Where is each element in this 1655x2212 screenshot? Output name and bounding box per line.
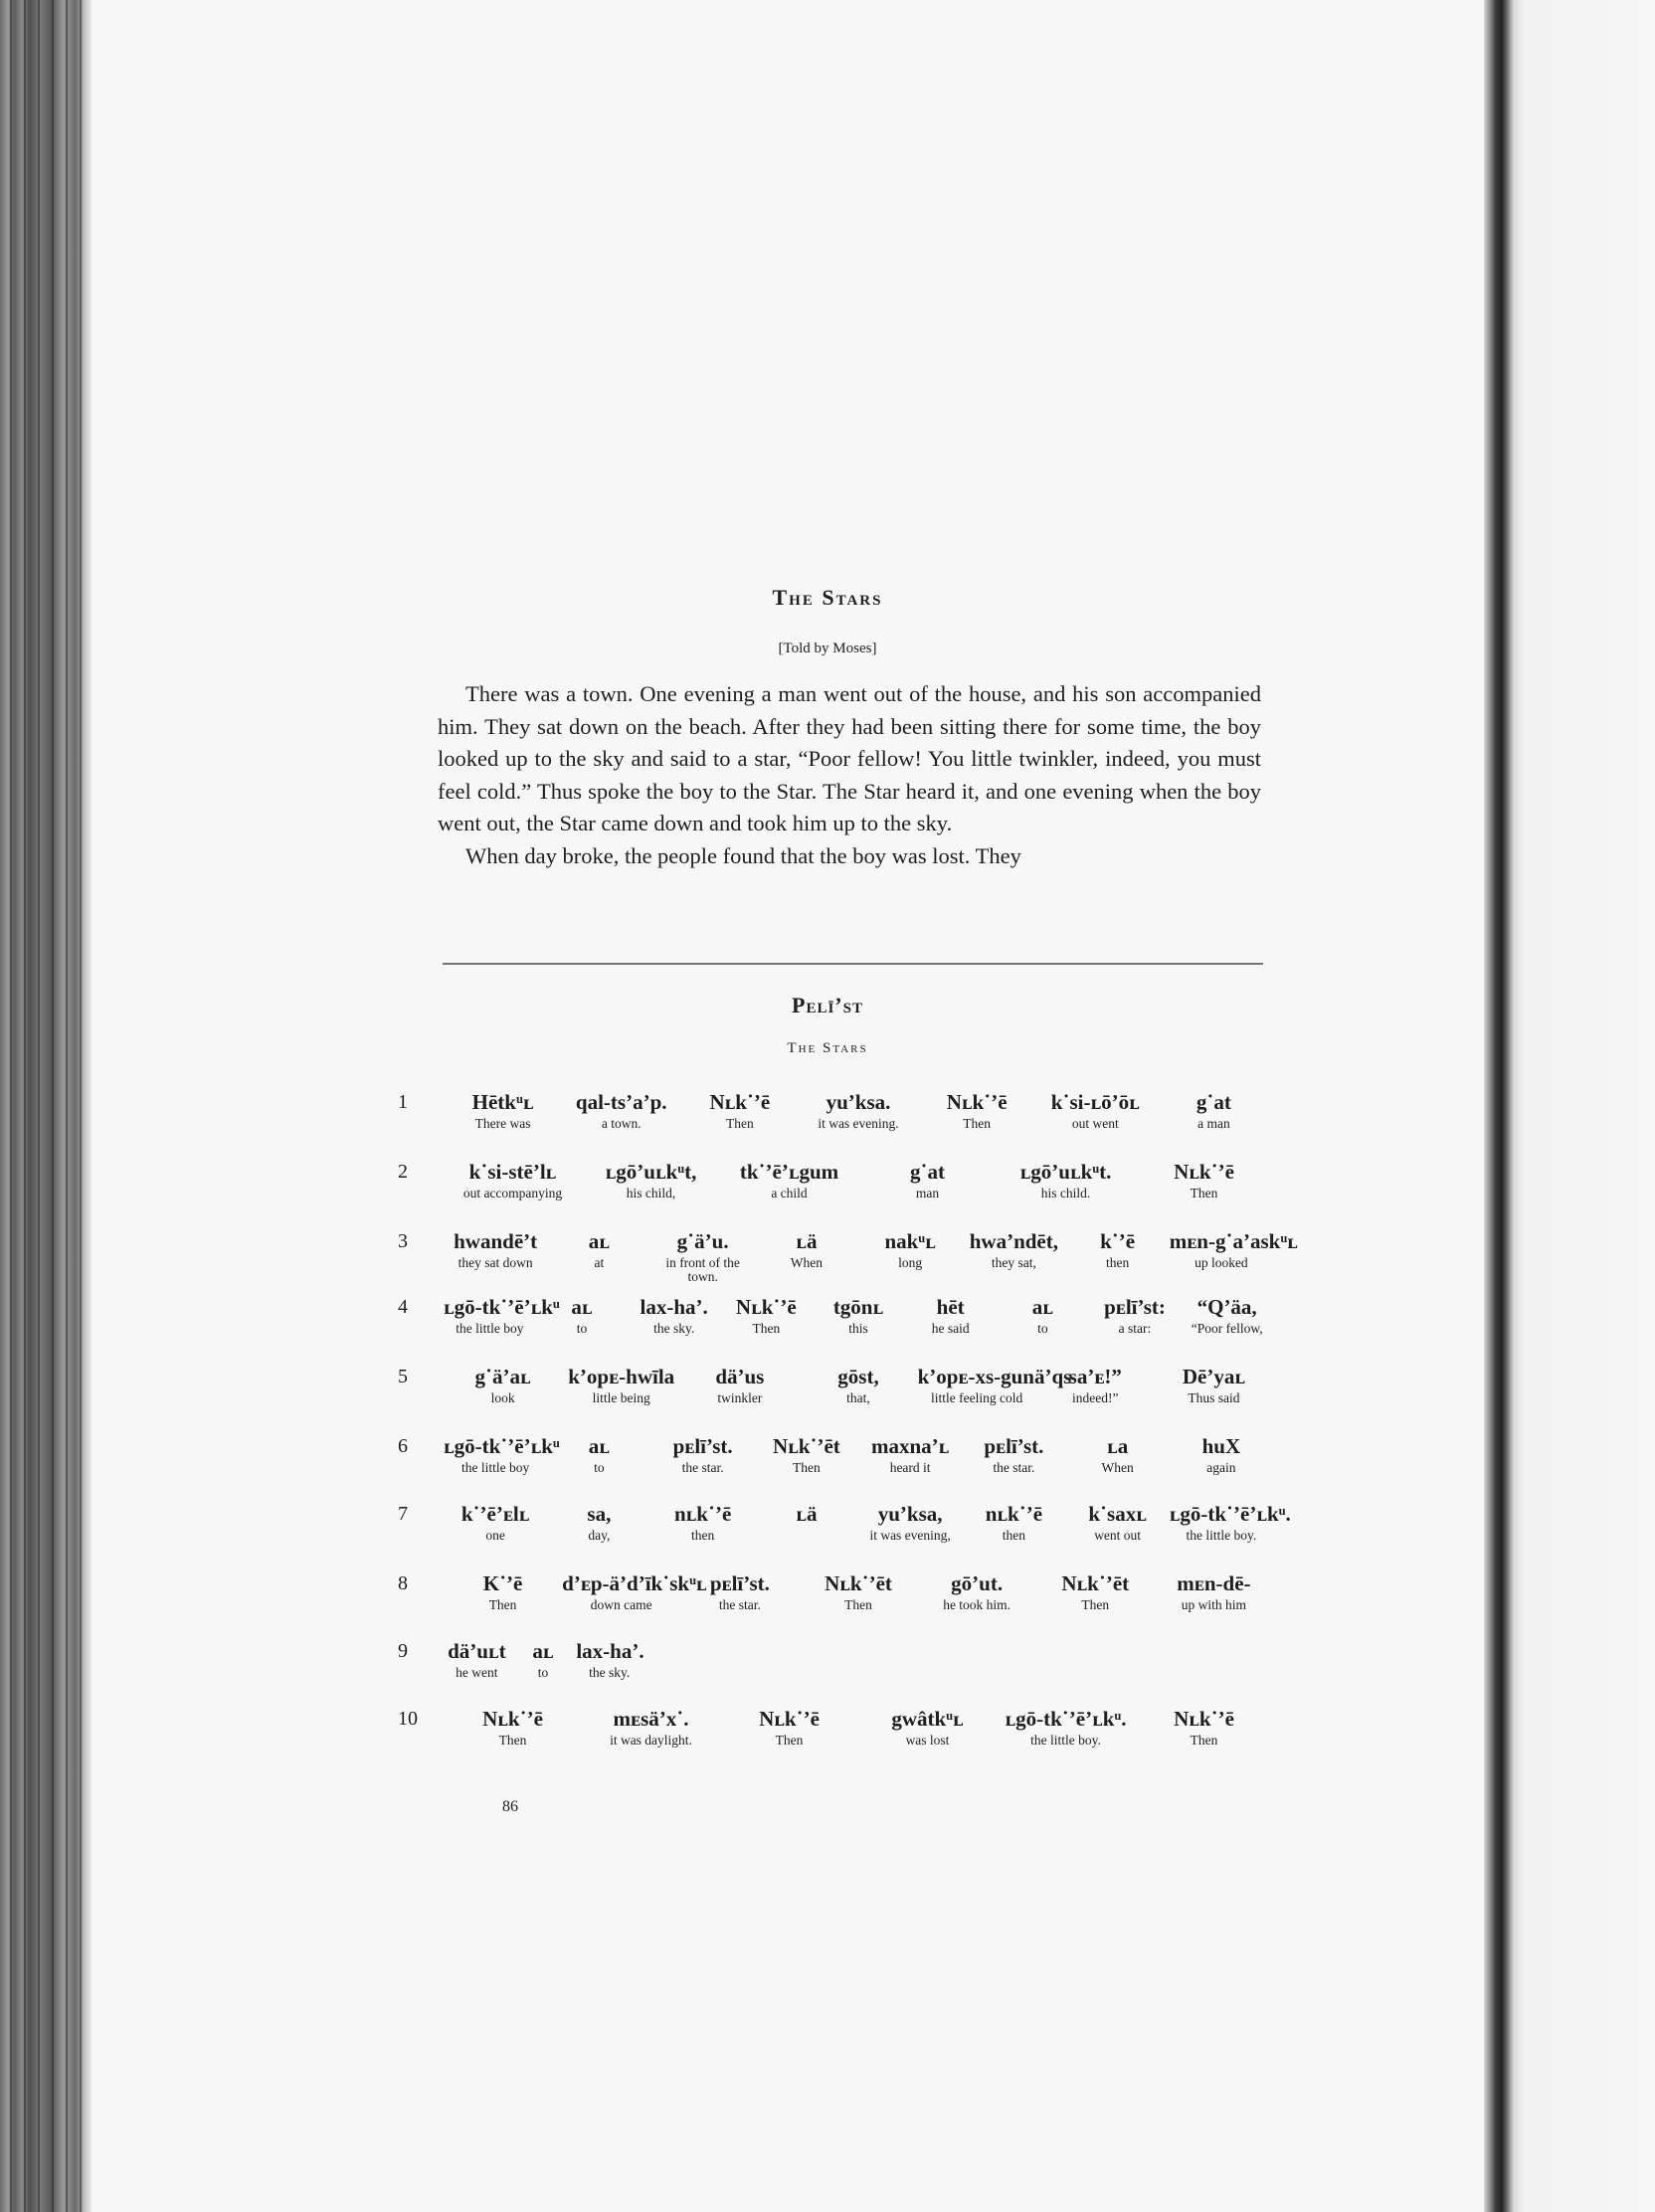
interlinear-word	[858, 1502, 962, 1543]
interlinear-line	[398, 1365, 1273, 1428]
gloss: Then	[488, 1597, 517, 1612]
native-word: gwâtkᵘʟ	[891, 1707, 964, 1731]
interlinear-word	[1170, 1434, 1273, 1475]
native-word: ʟä	[796, 1229, 818, 1253]
native-word: nʟk˙’ē	[673, 1502, 732, 1526]
native-word: aʟ	[532, 1639, 554, 1663]
interlinear-line	[398, 1707, 1273, 1770]
interlinear-line	[398, 1639, 1273, 1703]
native-word: hēt	[936, 1295, 965, 1319]
native-word: nakᵘʟ	[884, 1229, 936, 1253]
gloss: the little boy	[456, 1321, 524, 1336]
gloss: they sat down	[458, 1255, 533, 1270]
interlinear-word	[562, 1571, 707, 1612]
gloss: Then	[775, 1733, 804, 1748]
interlinear-line	[398, 1571, 1273, 1635]
gloss: it was evening,	[869, 1528, 951, 1543]
gloss: indeed!”	[1072, 1390, 1119, 1405]
gloss: the little boy.	[1186, 1528, 1257, 1543]
gloss: to	[537, 1665, 549, 1680]
interlinear-word	[962, 1502, 1065, 1543]
interlinear-word	[1169, 1229, 1298, 1270]
gloss: was lost	[905, 1733, 950, 1748]
interlinear-word	[799, 1365, 917, 1405]
line-number: 9	[398, 1640, 408, 1662]
interlinear-word	[813, 1295, 905, 1336]
line-number: 3	[398, 1230, 408, 1252]
line-number: 5	[398, 1366, 408, 1387]
interlinear-word	[1181, 1295, 1273, 1336]
gloss: “Poor fellow,	[1191, 1321, 1263, 1336]
native-word: pᴇlī’st.	[984, 1434, 1044, 1458]
native-word: g˙ä’aʟ	[474, 1365, 531, 1388]
interlinear-line	[398, 1502, 1291, 1566]
gloss: Then	[752, 1321, 781, 1336]
interlinear-word	[755, 1502, 858, 1529]
native-word: ʟä	[796, 1502, 818, 1526]
native-word: k˙si-ʟō’ōʟ	[1050, 1090, 1140, 1114]
native-word: Dē’yaʟ	[1182, 1365, 1245, 1388]
native-word: g˙at	[910, 1160, 945, 1184]
native-subtitle: The Stars	[787, 1040, 868, 1056]
interlinear-word	[444, 1639, 510, 1680]
native-word: Nʟk˙’ē	[1174, 1160, 1234, 1184]
gloss: Then	[1190, 1186, 1218, 1200]
interlinear-word	[547, 1434, 650, 1475]
native-word: ʟa	[1107, 1434, 1129, 1458]
interlinear-word	[1155, 1365, 1273, 1405]
native-word: k˙si-stē’lʟ	[468, 1160, 557, 1184]
interlinear-word	[997, 1160, 1135, 1200]
gloss: out went	[1071, 1116, 1119, 1131]
gloss: the star.	[718, 1597, 761, 1612]
gloss: his child.	[1040, 1186, 1091, 1200]
native-word: ʟgō’uʟkᵘt,	[605, 1160, 697, 1184]
interlinear-word	[904, 1295, 997, 1336]
native-word: mᴇsä’x˙.	[613, 1707, 689, 1731]
native-word: tgōnʟ	[832, 1295, 884, 1319]
interlinear-word	[536, 1295, 629, 1336]
native-word: hwandē’t	[454, 1229, 538, 1253]
native-word: dä’us	[715, 1365, 765, 1388]
interlinear-word	[1066, 1502, 1170, 1543]
interlinear-word	[918, 1571, 1036, 1612]
interlinear-word	[1155, 1090, 1273, 1131]
gloss: Then	[844, 1597, 872, 1612]
gloss: Then	[1081, 1597, 1110, 1612]
native-word: ʟgō-tk˙’ē’ʟkᵘ.	[1169, 1502, 1291, 1526]
gloss: at	[594, 1255, 605, 1270]
interlinear-word	[547, 1229, 650, 1270]
gloss: in front of the town.	[665, 1255, 740, 1284]
interlinear-word	[755, 1434, 858, 1475]
native-word: aʟ	[588, 1434, 610, 1458]
interlinear-word	[651, 1229, 755, 1284]
interlinear-word	[720, 1707, 858, 1748]
native-word: nʟk˙’ē	[985, 1502, 1043, 1526]
gloss: then	[691, 1528, 715, 1543]
native-word: K˙’ē	[482, 1571, 523, 1595]
native-word: Nʟk˙’ēt	[825, 1571, 892, 1595]
gloss: he said	[931, 1321, 970, 1336]
interlinear-word	[997, 1707, 1135, 1748]
native-word: Nʟk˙’ē	[735, 1295, 797, 1319]
interlinear-word	[576, 1639, 643, 1680]
gloss: day,	[588, 1528, 611, 1543]
native-word: Nʟk˙’ēt	[1061, 1571, 1130, 1595]
interlinear-word	[755, 1229, 858, 1270]
interlinear-line	[398, 1160, 1273, 1223]
native-word: Nʟk˙’ēt	[772, 1434, 840, 1458]
native-word: pᴇlī’st:	[1104, 1295, 1166, 1319]
native-word: dä’uʟt	[448, 1639, 506, 1663]
native-title: Pelī’st	[792, 993, 863, 1017]
interlinear-word	[858, 1707, 997, 1748]
native-word: ʟgō-tk˙’ē’ʟkᵘ	[444, 1295, 560, 1319]
line-number: 10	[398, 1708, 418, 1730]
book-spine	[0, 0, 92, 2212]
interlinear-word	[720, 1295, 813, 1336]
native-word: aʟ	[1031, 1295, 1053, 1319]
english-translation	[438, 678, 1261, 872]
native-word: lax-ha’.	[576, 1639, 644, 1663]
gloss: a child	[771, 1186, 808, 1200]
native-word: maxna’ʟ	[870, 1434, 950, 1458]
story-teller: [Told by Moses]	[778, 641, 877, 656]
gloss: twinkler	[717, 1390, 763, 1405]
native-word: qal-ts’a’p.	[575, 1090, 667, 1114]
gloss: the sky.	[589, 1665, 631, 1680]
native-word: mᴇn-g˙a’askᵘʟ	[1169, 1229, 1298, 1253]
native-word: Nʟk˙’ē	[709, 1090, 771, 1114]
interlinear-word	[444, 1090, 562, 1131]
paragraph: When day broke, the people found that the boy was lost. They	[465, 842, 1021, 868]
gloss: Thus said	[1188, 1390, 1240, 1405]
gloss: down came	[590, 1597, 652, 1612]
interlinear-word	[1089, 1295, 1182, 1336]
interlinear-word	[799, 1571, 917, 1612]
interlinear-word	[680, 1365, 799, 1405]
gloss: again	[1206, 1460, 1236, 1475]
gloss: then	[1106, 1255, 1130, 1270]
gloss: a man	[1197, 1116, 1230, 1131]
interlinear-word	[680, 1571, 799, 1612]
interlinear-word	[444, 1502, 547, 1543]
native-word: yu’ksa.	[826, 1090, 891, 1114]
gloss: man	[915, 1186, 940, 1200]
gloss: his child,	[626, 1186, 676, 1200]
interlinear-line	[398, 1434, 1273, 1498]
native-word: k’opᴇ-xs-gunä’qs	[917, 1365, 1072, 1388]
native-word: k˙’ē	[1100, 1229, 1136, 1253]
interlinear-line	[398, 1229, 1298, 1293]
interlinear-word	[858, 1434, 962, 1475]
gloss: Then	[725, 1116, 754, 1131]
interlinear-word	[858, 1160, 997, 1200]
interlinear-word	[997, 1295, 1089, 1336]
native-word: lax-ha’.	[640, 1295, 708, 1319]
line-number: 1	[398, 1091, 408, 1113]
gloss: they sat,	[991, 1255, 1036, 1270]
native-word: Nʟk˙’ē	[759, 1707, 820, 1731]
gloss: look	[490, 1390, 515, 1405]
native-word: mᴇn-dē-	[1177, 1571, 1251, 1595]
gloss: heard it	[889, 1460, 931, 1475]
native-word: gōst,	[837, 1365, 879, 1388]
native-word: gō’ut.	[951, 1571, 1004, 1595]
native-word: Hētkᵘʟ	[471, 1090, 534, 1114]
interlinear-word	[444, 1707, 582, 1748]
gloss: There was	[474, 1116, 531, 1131]
line-number: 8	[398, 1572, 408, 1594]
native-word: ʟgō-tk˙’ē’ʟkᵘ	[444, 1434, 560, 1458]
gloss: it was daylight.	[610, 1733, 692, 1748]
line-number: 7	[398, 1503, 408, 1525]
native-word: k˙saxʟ	[1088, 1502, 1147, 1526]
gloss: to	[1037, 1321, 1048, 1336]
gloss: then	[1002, 1528, 1025, 1543]
interlinear-word	[628, 1295, 720, 1336]
paragraph: There was a town. One evening a man went out of the house, and his son accompanied him. They sat down on the beach. After they had been sitting there for some time, the boy looked up to the sky and said to a star, “Poor fellow! You little twinkler, indeed, you must feel cold.” Thus spoke the boy to the Star. The Star heard it, and one evening when the boy went out, the Star came down and took him up to the sky.	[438, 681, 1261, 835]
interlinear-word	[444, 1229, 547, 1270]
interlinear-word	[582, 1707, 720, 1748]
interlinear-word	[1169, 1502, 1291, 1543]
native-word: Nʟk˙’ē	[946, 1090, 1008, 1114]
gloss: little feeling cold	[931, 1390, 1023, 1405]
interlinear-word	[1135, 1160, 1273, 1200]
native-word: aʟ	[588, 1229, 610, 1253]
native-word: Nʟk˙’ē	[1174, 1707, 1234, 1731]
interlinear-word	[444, 1434, 560, 1475]
gloss: out accompanying	[462, 1186, 563, 1200]
gloss: he went	[456, 1665, 498, 1680]
native-word: sa,	[587, 1502, 612, 1526]
native-word: g˙at	[1195, 1090, 1231, 1114]
gloss: this	[848, 1321, 868, 1336]
interlinear-word	[562, 1090, 680, 1131]
gloss: it was evening.	[818, 1116, 899, 1131]
interlinear-word	[1066, 1434, 1170, 1475]
native-word: hwa’ndēt,	[969, 1229, 1058, 1253]
interlinear-word	[651, 1434, 755, 1475]
interlinear-word	[1155, 1571, 1273, 1612]
interlinear-line	[398, 1090, 1273, 1154]
native-word: ʟgō’uʟkᵘt.	[1019, 1160, 1112, 1184]
interlinear-word	[799, 1090, 917, 1131]
interlinear-word	[680, 1090, 799, 1131]
native-word: d’ᴇp-ä’d’īk˙skᵘʟ	[562, 1571, 707, 1595]
native-word: aʟ	[571, 1295, 593, 1319]
divider	[443, 963, 1263, 965]
gloss: the star.	[681, 1460, 724, 1475]
interlinear-word	[444, 1571, 562, 1612]
gloss: that,	[846, 1390, 870, 1405]
line-number: 2	[398, 1161, 408, 1183]
gloss: a town.	[601, 1116, 642, 1131]
native-word: g˙ä’u.	[676, 1229, 729, 1253]
gloss: Then	[1190, 1733, 1218, 1748]
interlinear-word	[510, 1639, 577, 1680]
gloss: he took him.	[943, 1597, 1011, 1612]
gloss: the star.	[993, 1460, 1035, 1475]
interlinear-word	[858, 1229, 962, 1270]
interlinear-word	[444, 1365, 562, 1405]
gloss: one	[485, 1528, 505, 1543]
gloss: up looked	[1195, 1255, 1248, 1270]
native-word: tk˙’ē’ʟgum	[739, 1160, 839, 1184]
interlinear-word	[547, 1502, 650, 1543]
gloss: When	[1101, 1460, 1134, 1475]
gloss: a star:	[1118, 1321, 1152, 1336]
native-word: pᴇlī’st.	[672, 1434, 733, 1458]
native-word: “Q’äa,	[1196, 1295, 1257, 1319]
page-number: 86	[502, 1798, 518, 1815]
interlinear-word	[962, 1434, 1065, 1475]
interlinear-word	[918, 1090, 1036, 1131]
interlinear-word	[444, 1160, 582, 1200]
line-number: 6	[398, 1435, 408, 1457]
gloss: Then	[793, 1460, 821, 1475]
interlinear-word	[582, 1160, 720, 1200]
interlinear-word	[1036, 1365, 1155, 1405]
gloss: the sky.	[653, 1321, 695, 1336]
story-title: The Stars	[772, 585, 883, 610]
gloss: went out	[1094, 1528, 1142, 1543]
interlinear-line	[398, 1295, 1273, 1359]
native-word: yu’ksa,	[877, 1502, 943, 1526]
interlinear-word	[1066, 1229, 1170, 1270]
native-word: Nʟk˙’ē	[482, 1707, 543, 1731]
native-word: sa’ᴇ!”	[1068, 1365, 1122, 1388]
interlinear-word	[562, 1365, 680, 1405]
interlinear-word	[720, 1160, 858, 1200]
gloss: Then	[963, 1116, 991, 1131]
facing-page-edge	[1484, 0, 1655, 2212]
line-number: 4	[398, 1296, 408, 1318]
native-word: pᴇlī’st.	[709, 1571, 770, 1595]
interlinear-word	[962, 1229, 1065, 1270]
gloss: long	[898, 1255, 923, 1270]
gloss: the little boy	[461, 1460, 530, 1475]
gloss: little being	[592, 1390, 650, 1405]
interlinear-word	[1135, 1707, 1273, 1748]
gloss: the little boy.	[1030, 1733, 1101, 1748]
gloss: Then	[498, 1733, 527, 1748]
interlinear-word	[651, 1502, 755, 1543]
interlinear-word	[1036, 1090, 1155, 1131]
native-word: k’opᴇ-hwīla	[568, 1365, 675, 1388]
interlinear-word	[917, 1365, 1072, 1405]
interlinear-word	[1036, 1571, 1155, 1612]
interlinear-word	[444, 1295, 560, 1336]
gloss: When	[790, 1255, 823, 1270]
gloss: up with him	[1181, 1597, 1247, 1612]
gloss: to	[594, 1460, 605, 1475]
gloss: to	[576, 1321, 588, 1336]
native-word: k˙’ē’ᴇlʟ	[460, 1502, 530, 1526]
native-word: huX	[1201, 1434, 1241, 1458]
native-word: ʟgō-tk˙’ē’ʟkᵘ.	[1005, 1707, 1127, 1731]
